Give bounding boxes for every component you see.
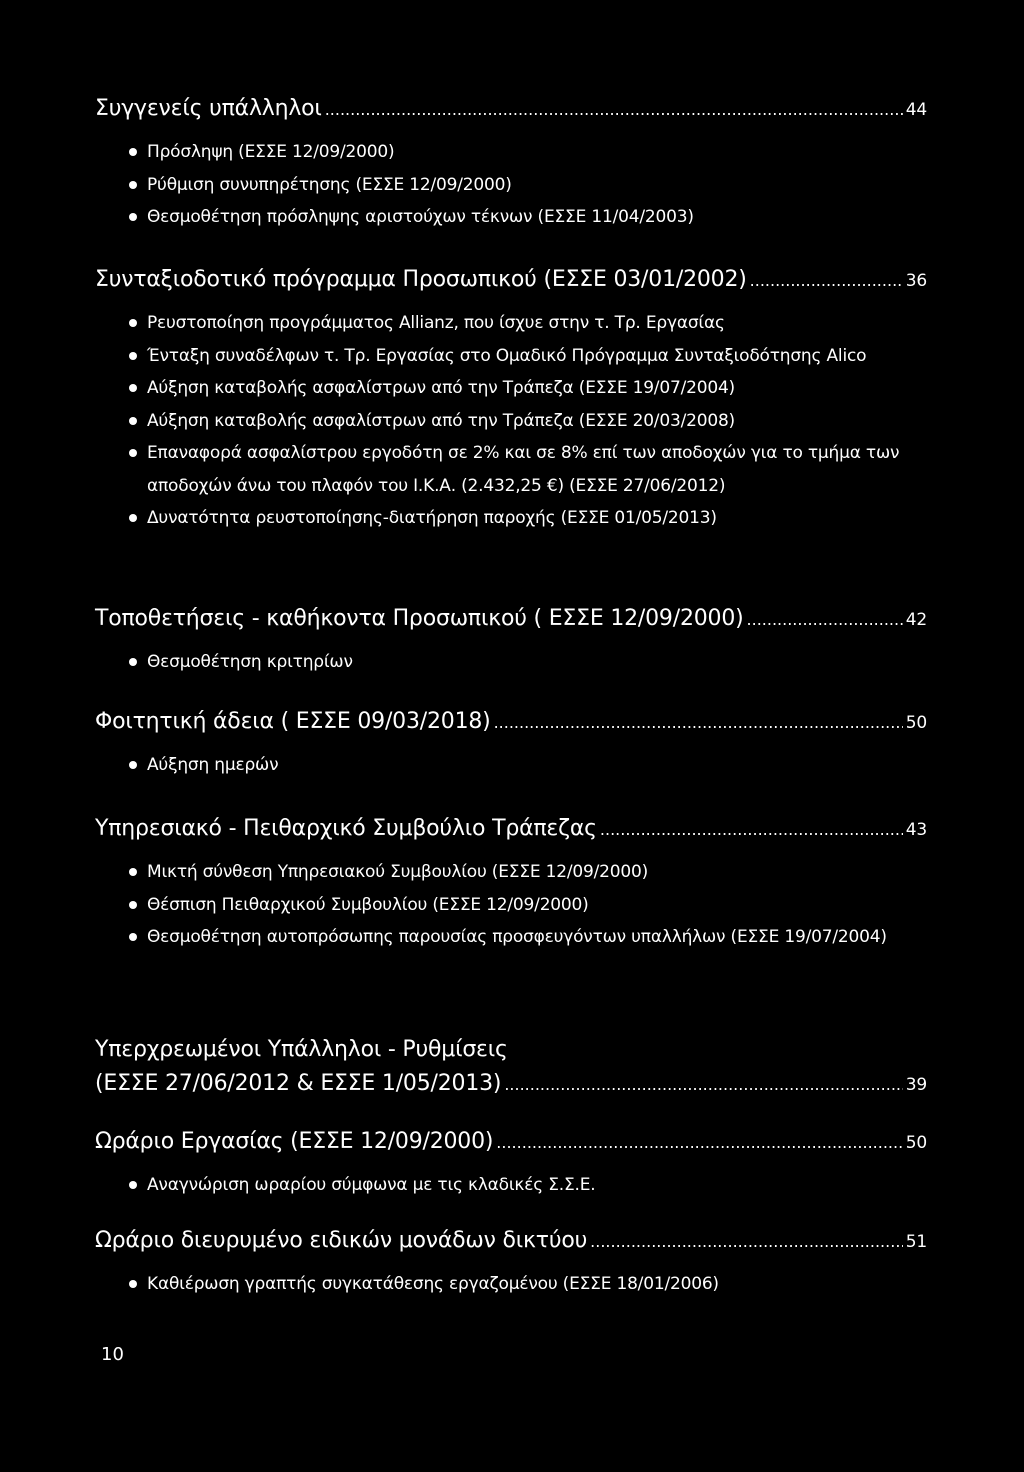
toc-entry — [95, 705, 927, 782]
toc-subitem-label: Θεσμοθέτηση πρόσληψης αριστούχων τέκνων (ΕΣΣΕ 11/04/2003) — [147, 207, 694, 227]
toc-subitem-label: Θεσμοθέτηση αυτοπρόσωπης παρουσίας προσφευγόντων υπαλλήλων (ΕΣΣΕ 19/07/2004) — [147, 927, 887, 947]
toc-page-number: 44 — [905, 100, 927, 120]
bullet-icon — [129, 868, 137, 876]
toc-entry-title: Τοποθετήσεις - καθήκοντα Προσωπικού ( ΕΣΣΕ 12/09/2000) — [95, 606, 744, 631]
toc-subitem — [95, 201, 927, 234]
toc-entry-heading[interactable] — [95, 602, 927, 636]
dot-leader — [600, 813, 903, 847]
dot-leader — [496, 1126, 902, 1160]
bullet-icon — [129, 901, 137, 909]
toc-entry — [95, 92, 927, 234]
toc-subitem-label: Αύξηση ημερών — [147, 755, 279, 775]
dot-leader — [750, 264, 903, 298]
dot-leader — [747, 603, 903, 637]
toc-subitem-label: Δυνατότητα ρευστοποίησης-διατήρηση παροχής (ΕΣΣΕ 01/05/2013) — [147, 508, 717, 528]
bullet-icon — [129, 1181, 137, 1189]
toc-subitem-label: Ένταξη συναδέλφων τ. Τρ. Εργασίας στο Ομαδικό Πρόγραμμα Συνταξιοδότησης Alico — [147, 345, 867, 366]
toc-entry-title-line: Υπερχρεωμένοι Υπάλληλοι - Ρυθμίσεις — [95, 1037, 508, 1062]
toc-subitem — [95, 136, 927, 169]
bullet-icon — [129, 1280, 137, 1288]
toc-subitem-label: Θεσμοθέτηση κριτηρίων — [147, 652, 353, 672]
toc-subitem-label: Πρόσληψη (ΕΣΣΕ 12/09/2000) — [147, 142, 395, 162]
toc-entry-heading[interactable] — [95, 1125, 927, 1159]
toc-subitem — [95, 646, 927, 679]
bullet-icon — [129, 514, 137, 522]
toc-subitem — [95, 372, 927, 405]
toc-entry-title: Ωράριο Εργασίας (ΕΣΣΕ 12/09/2000) — [95, 1129, 494, 1154]
toc-subitem — [95, 340, 927, 373]
toc-entry — [95, 1033, 927, 1101]
toc-subitem-list — [95, 856, 927, 954]
toc-subitem — [95, 749, 927, 782]
toc-subitem-label: Καθιέρωση γραπτής συγκατάθεσης εργαζομένου (ΕΣΣΕ 18/01/2006) — [147, 1274, 719, 1294]
toc-subitem-label: Θέσπιση Πειθαρχικού Συμβουλίου (ΕΣΣΕ 12/09/2000) — [147, 894, 589, 915]
toc-subitem-list — [95, 307, 927, 535]
toc-page-number: 36 — [905, 271, 927, 291]
toc-subitem — [95, 1169, 927, 1202]
toc-page-number: 43 — [905, 820, 927, 840]
toc-entry-title: Συγγενείς υπάλληλοι — [95, 96, 322, 121]
toc-subitem-list — [95, 1169, 927, 1202]
bullet-icon — [129, 319, 137, 327]
bullet-icon — [129, 761, 137, 769]
toc-entry — [95, 602, 927, 679]
toc-page-number: 50 — [905, 1133, 927, 1153]
toc-subitem-list — [95, 646, 927, 679]
dot-leader — [494, 706, 903, 740]
toc-page-number: 42 — [905, 610, 927, 630]
toc-page-number: 51 — [905, 1232, 927, 1252]
page-number: 10 — [101, 1344, 124, 1365]
bullet-icon — [129, 352, 137, 360]
bullet-icon — [129, 417, 137, 425]
toc-entry-title: Φοιτητική άδεια ( ΕΣΣΕ 09/03/2018) — [95, 709, 491, 734]
toc-subitem-label: Επαναφορά ασφαλίστρου εργοδότη σε 2% και σε 8% επί των αποδοχών για το τμήμα των αποδοχών άνω του πλαφόν του Ι.Κ.Α. (2.432,25 €) (ΕΣΣΕ 27/06/2012) — [147, 443, 900, 496]
toc-entry-title: Συνταξιοδοτικό πρόγραμμα Προσωπικού (ΕΣΣΕ 03/01/2002) — [95, 267, 747, 292]
bullet-icon — [129, 213, 137, 221]
toc-subitem — [95, 437, 927, 502]
toc-subitem — [95, 889, 927, 922]
toc-entry-heading[interactable] — [95, 705, 927, 739]
bullet-icon — [129, 384, 137, 392]
toc-subitem-label: Αναγνώριση ωραρίου σύμφωνα με τις κλαδικές Σ.Σ.Ε. — [147, 1175, 596, 1195]
toc-subitem-list — [95, 136, 927, 234]
toc-page-number: 50 — [905, 713, 927, 733]
toc-entry — [95, 812, 927, 954]
toc-entry-title: Υπηρεσιακό - Πειθαρχικό Συμβούλιο Τράπεζας — [95, 816, 597, 841]
toc-entry-heading[interactable] — [95, 1224, 927, 1258]
toc-subitem-label: Αύξηση καταβολής ασφαλίστρων από την Τράπεζα (ΕΣΣΕ 19/07/2004) — [147, 378, 735, 398]
toc-subitem-label: Ρευστοποίηση προγράμματος Allianz, που ίσχυε στην τ. Τρ. Εργασίας — [147, 313, 725, 333]
toc-subitem — [95, 169, 927, 202]
toc-subitem-label: Ρύθμιση συνυπηρέτησης (ΕΣΣΕ 12/09/2000) — [147, 174, 512, 195]
toc-entry — [95, 1125, 927, 1202]
bullet-icon — [129, 148, 137, 156]
toc-subitem — [95, 307, 927, 340]
toc-entry — [95, 1224, 927, 1301]
dot-leader — [590, 1225, 903, 1259]
toc-entry-title: Ωράριο διευρυμένο ειδικών μονάδων δικτύου — [95, 1228, 588, 1253]
toc-subitem-list — [95, 749, 927, 782]
bullet-icon — [129, 449, 137, 457]
toc-entry-heading[interactable] — [95, 812, 927, 846]
toc-entry-heading[interactable] — [95, 263, 927, 297]
dot-leader — [504, 1068, 902, 1102]
bullet-icon — [129, 658, 137, 666]
toc-subitem-list — [95, 1268, 927, 1301]
toc-entry-heading[interactable] — [95, 92, 927, 126]
bullet-icon — [129, 933, 137, 941]
toc-subitem — [95, 502, 927, 535]
toc-page-number: 39 — [905, 1075, 927, 1095]
toc-entry-title: (ΕΣΣΕ 27/06/2012 & ΕΣΣΕ 1/05/2013) — [95, 1071, 502, 1096]
toc-entry — [95, 263, 927, 535]
dot-leader — [325, 93, 903, 127]
toc-subitem-label: Μικτή σύνθεση Υπηρεσιακού Συμβουλίου (ΕΣΣΕ 12/09/2000) — [147, 862, 649, 882]
toc-subitem-label: Αύξηση καταβολής ασφαλίστρων από την Τράπεζα (ΕΣΣΕ 20/03/2008) — [147, 410, 735, 431]
toc-subitem — [95, 405, 927, 438]
bullet-icon — [129, 181, 137, 189]
toc-subitem — [95, 856, 927, 889]
toc-subitem — [95, 1268, 927, 1301]
toc-entry-heading[interactable] — [95, 1067, 927, 1101]
toc-subitem — [95, 921, 927, 954]
